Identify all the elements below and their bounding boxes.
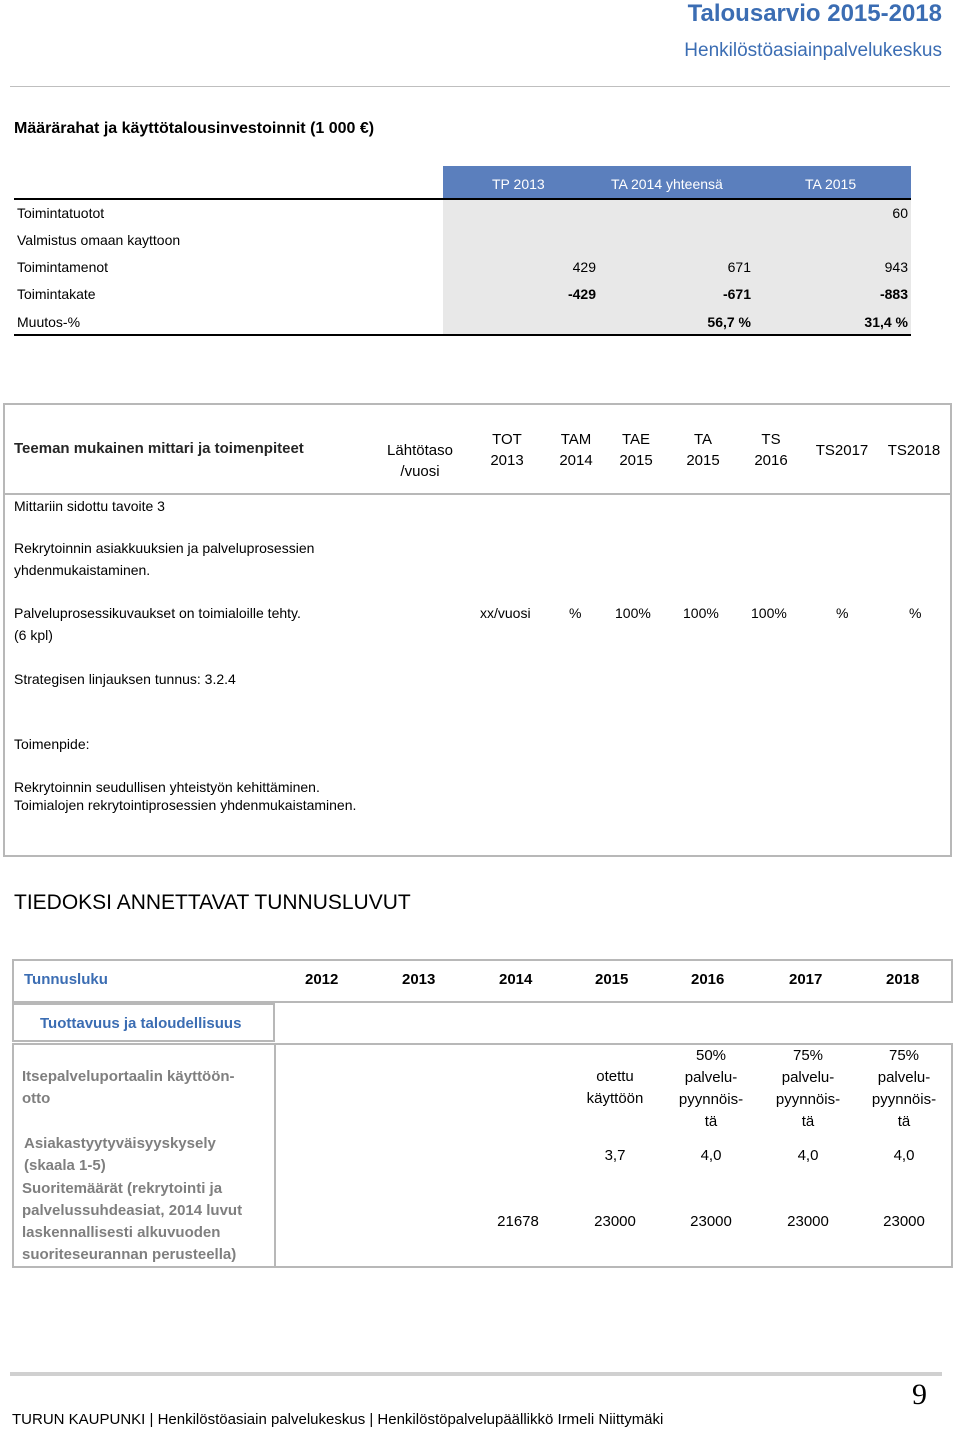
goal-line: yhdenmukaistaminen. [14, 562, 151, 578]
budget-row-label: Toimintamenot [17, 259, 109, 275]
metric-value: 100% [751, 605, 787, 621]
indicator-label [22, 1178, 242, 1266]
indicators-title: TIEDOKSI ANNETTAVAT TUNNUSLUVUT [14, 891, 411, 914]
metric-line: (6 kpl) [14, 627, 53, 643]
metric-value: 100% [683, 605, 719, 621]
col-header-ts2017: TS2017 [815, 442, 869, 459]
col-year: 2013 [490, 452, 524, 469]
linked-goal: Mittariin sidottu tavoite 3 [14, 498, 165, 514]
budget-col-ta2014: TA 2014 yhteensä [611, 176, 723, 192]
year-header: 2016 [691, 971, 725, 988]
col-header-ts2018: TS2018 [887, 442, 941, 459]
action-line: Rekrytoinnin seudullisen yhteistyön kehittäminen. [14, 779, 320, 795]
label-line: (skaala 1-5) [24, 1157, 106, 1174]
budget-table-header [443, 166, 911, 198]
budget-top-rule [14, 198, 911, 200]
budget-title: Määrärahat ja käyttötalousinvestoinnit (1 000 €) [14, 120, 375, 137]
budget-bottom-rule [14, 334, 911, 336]
value-line: pyynnöis- [871, 1091, 937, 1108]
label-line: otto [22, 1090, 51, 1107]
metric-value: % [836, 605, 849, 621]
col-top: TAM [560, 431, 592, 448]
value-line: 75% [888, 1047, 920, 1064]
metric-value: 100% [615, 605, 651, 621]
col-year: 2014 [559, 452, 593, 469]
baseline-line: Lähtötaso [387, 442, 453, 459]
budget-cell: 31,4 % [864, 314, 908, 330]
budget-row-label: Toimintakate [17, 286, 96, 302]
indicator-value-2018: 23000 [883, 1213, 925, 1230]
value-line: tä [897, 1113, 911, 1130]
year-header: 2015 [595, 971, 629, 988]
value-line: palvelu- [781, 1069, 835, 1086]
year-header: 2012 [305, 971, 339, 988]
metric-value: % [909, 605, 922, 621]
budget-row-label: Toimintatuotot [17, 205, 105, 221]
indicator-value-2015: 3,7 [604, 1147, 626, 1164]
action-line: Toimialojen rekrytointiprosessien yhdenmukaistaminen. [14, 797, 357, 813]
budget-col-tp2013: TP 2013 [492, 176, 545, 192]
footer-text: TURUN KAUPUNKI | Henkilöstöasiain palvelukeskus | Henkilöstöpalvelupäällikkö Irmeli Niittymäki [12, 1411, 664, 1428]
col-top: TA [693, 431, 713, 448]
indicator-value-2016: 4,0 [700, 1147, 722, 1164]
document-title: Talousarvio 2015-2018 [687, 0, 942, 27]
col-year: 2016 [754, 452, 788, 469]
label-line: suoriteseurannan perusteella) [22, 1246, 237, 1263]
action-label: Toimenpide: [14, 736, 90, 752]
col-year: 2015 [619, 452, 653, 469]
col-year: 2015 [686, 452, 720, 469]
indicator-value-2017 [763, 1045, 853, 1133]
budget-cell: 60 [892, 205, 908, 221]
year-header: 2013 [402, 971, 436, 988]
value-line: pyynnöis- [678, 1091, 744, 1108]
indicator-value-2017: 23000 [787, 1213, 829, 1230]
budget-col-ta2015: TA 2015 [805, 176, 857, 192]
value-line: käyttöön [586, 1090, 644, 1107]
indicator-value-2015 [570, 1066, 660, 1110]
budget-cell: -883 [879, 286, 908, 302]
col-top: TAE [621, 431, 651, 448]
value-line: otettu [596, 1068, 634, 1085]
budget-cell: 429 [572, 259, 596, 275]
col-header-tam [546, 429, 606, 471]
budget-cell: -429 [567, 286, 596, 302]
value-line: 75% [792, 1047, 824, 1064]
baseline-header [370, 440, 470, 482]
year-header: 2017 [789, 971, 823, 988]
budget-row-label: Muutos-% [17, 314, 81, 330]
indicator-label [22, 1066, 235, 1110]
col-top: TS [761, 431, 781, 448]
indicator-value-2018 [859, 1045, 949, 1133]
indicator-value-2014: 21678 [497, 1213, 539, 1230]
metric-line: Palveluprosessikuvaukset on toimialoille tehty. [14, 605, 301, 621]
indicator-value-2016 [666, 1045, 756, 1133]
budget-cell: 56,7 % [707, 314, 751, 330]
indicator-value-2015: 23000 [594, 1213, 636, 1230]
budget-cell: -671 [722, 286, 751, 302]
label-line: Itsepalveluportaalin käyttöön- [22, 1068, 235, 1085]
header-divider [10, 86, 950, 87]
col-header-tae [606, 429, 666, 471]
label-line: palvelussuhdeasiat, 2014 luvut [22, 1202, 243, 1219]
col-header-tot [477, 429, 537, 471]
value-line: palvelu- [684, 1069, 738, 1086]
value-line: tä [801, 1113, 815, 1130]
theme-header-label: Teeman mukainen mittari ja toimenpiteet [14, 440, 304, 457]
strategy-id: Strategisen linjauksen tunnus: 3.2.4 [14, 671, 236, 687]
indicator-value-2017: 4,0 [797, 1147, 819, 1164]
col-header-ta [673, 429, 733, 471]
indicators-header-label: Tunnusluku [24, 971, 108, 988]
goal-line: Rekrytoinnin asiakkuuksien ja palveluprosessien [14, 540, 315, 556]
indicator-label [24, 1133, 216, 1177]
label-line: Suoritemäärät (rekrytointi ja [22, 1180, 223, 1197]
col-top: TOT [492, 431, 522, 448]
baseline-line: /vuosi [400, 463, 440, 480]
value-line: tä [704, 1113, 718, 1130]
metric-value: % [569, 605, 582, 621]
page-number: 9 [912, 1378, 927, 1411]
value-line: pyynnöis- [775, 1091, 841, 1108]
value-line: palvelu- [877, 1069, 931, 1086]
indicator-value-2018: 4,0 [893, 1147, 915, 1164]
col-header-ts [741, 429, 801, 471]
label-line: Asiakastyytyväisyyskysely [24, 1135, 216, 1152]
budget-row-label: Valmistus omaan kayttoon [17, 232, 181, 248]
indicators-column-divider [274, 1045, 276, 1266]
year-header: 2014 [499, 971, 533, 988]
year-header: 2018 [886, 971, 920, 988]
theme-header-divider [5, 493, 950, 495]
footer-rule [10, 1372, 942, 1376]
budget-cell: 671 [727, 259, 751, 275]
document-subtitle: Henkilöstöasiainpalvelukeskus [684, 40, 942, 61]
category-label: Tuottavuus ja taloudellisuus [40, 1015, 242, 1032]
indicator-value-2016: 23000 [690, 1213, 732, 1230]
metric-value: xx/vuosi [480, 605, 531, 621]
value-line: 50% [695, 1047, 727, 1064]
budget-cell: 943 [884, 259, 908, 275]
label-line: laskennallisesti alkuvuoden [22, 1224, 221, 1241]
